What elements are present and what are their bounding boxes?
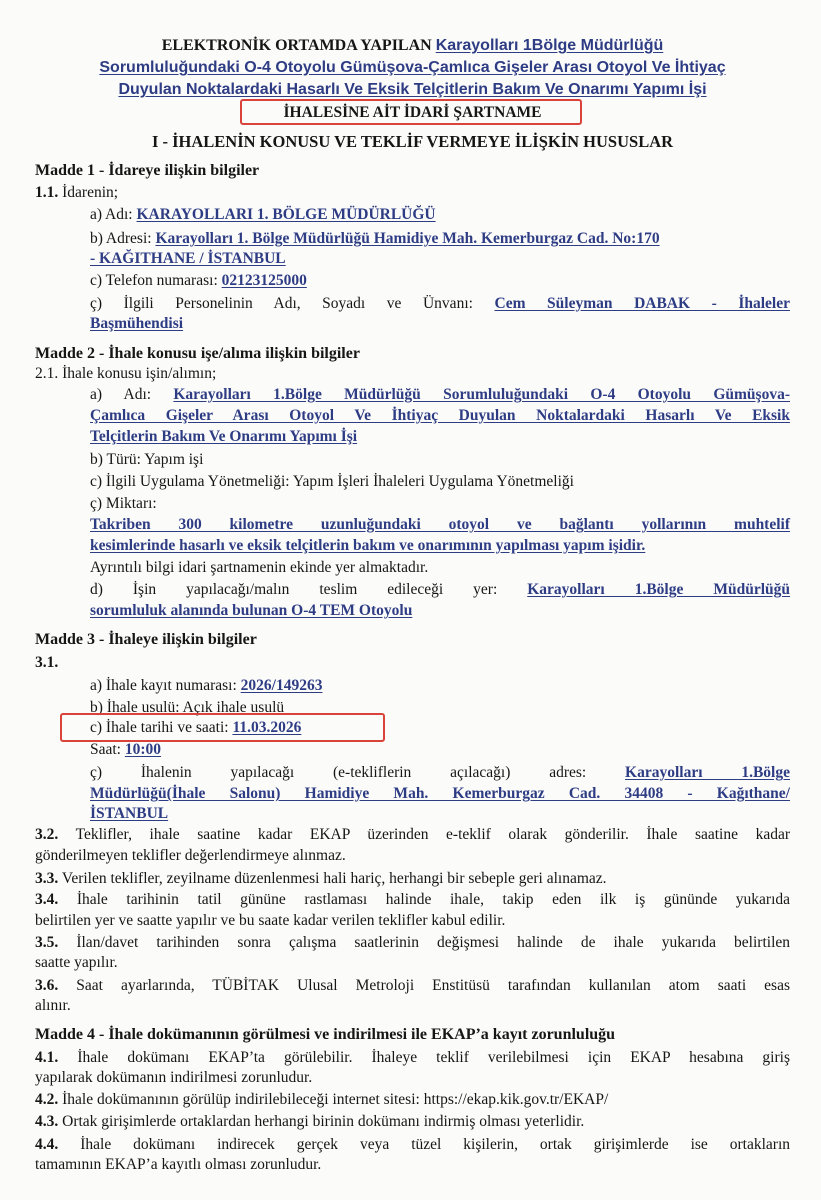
clause-4-2-number: 4.2. bbox=[35, 1091, 59, 1108]
tender-address-value-2: Müdürlüğü(İhale Salonu) Hamidiye Mah. Kemerburgaz Cad. 34408 - Kağıthane/ bbox=[90, 785, 790, 802]
clause-3-5-line-1: 3.5. İlan/davet tarihinden sonra çalışma saatlerinin değişmesi halinde de ihale yukarıda belirtilen bbox=[35, 934, 791, 951]
clause-3-4-number: 3.4. bbox=[35, 891, 59, 908]
tender-address-label: ç) İhalenin yapılacağı (e-tekliflerin açılacağı) adres: bbox=[90, 764, 587, 781]
clause-3-3-number: 3.3. bbox=[35, 870, 59, 887]
clause-4-2-line-1 bbox=[35, 1090, 608, 1110]
work-location-row-2 bbox=[90, 601, 412, 621]
madde-3-sub: 3.1. bbox=[35, 654, 59, 671]
madde-4-heading: Madde 4 - İhale dokümanının görülmesi ve indirilmesi ile EKAP’a kayıt zorunluluğu bbox=[35, 1026, 616, 1043]
idare-personnel-label: ç) İlgili Personelinin Adı, Soyadı ve Ünvanı: bbox=[90, 295, 473, 312]
idare-name-label: a) Adı: bbox=[90, 206, 133, 223]
section-title: I - İHALENİN KONUSU VE TEKLİF VERMEYE İLİŞKİN HUSUSLAR bbox=[151, 132, 674, 151]
tender-register-label: a) İhale kayıt numarası: bbox=[90, 677, 237, 694]
tender-time-label: Saat: bbox=[90, 741, 121, 758]
work-location-value-2: sorumluluk alanında bulunan O-4 TEM Otoyolu bbox=[90, 602, 413, 619]
tender-time-row bbox=[90, 740, 161, 760]
idare-personnel-value-1: Cem Süleyman DABAK - İhaleler bbox=[494, 295, 790, 312]
clause-3-5-number: 3.5. bbox=[35, 934, 59, 951]
work-name-row-1 bbox=[90, 385, 790, 405]
clause-4-4-line-2: tamamının EKAP’a kayıtlı olması zorunludur. bbox=[35, 1156, 322, 1173]
idare-phone-value: 02123125000 bbox=[221, 272, 307, 289]
tender-register-row bbox=[90, 676, 322, 696]
work-regulation-row: c) İlgili Uygulama Yönetmeliği: Yapım İşleri İhaleleri Uygulama Yönetmeliği bbox=[90, 473, 574, 490]
tender-address-value-3: İSTANBUL bbox=[90, 805, 169, 822]
tender-address-row-2 bbox=[90, 784, 790, 804]
clause-4-1-line-1: 4.1. İhale dokümanı EKAP’ta görülebilir. İhaleye teklif verilebilmesi için EKAP hesabına giriş bbox=[35, 1049, 790, 1066]
tender-date-label: c) İhale tarihi ve saati: bbox=[90, 719, 229, 736]
clause-3-2-line-1: 3.2. Teklifler, ihale saatine kadar EKAP üzerinden e-teklif olarak gönderilir. İhale saatine kadar bbox=[35, 826, 790, 843]
idare-personnel-row-2 bbox=[90, 314, 183, 334]
clause-4-4-line-1: 4.4. İhale dokümanı indirecek gerçek veya tüzel kişilerin, ortak girişimlerde ise ortakların bbox=[35, 1136, 791, 1153]
idare-address-label: b) Adresi: bbox=[90, 230, 152, 247]
clause-4-1-line-2: yapılarak dokümanın indirilmesi zorunludur. bbox=[35, 1069, 313, 1086]
clause-4-3-line-1: 4.3. Ortak girişimlerde ortaklardan herhangi birinin dokümanı indirmiş olması yeterlidir. bbox=[35, 1113, 585, 1130]
work-quantity-label: ç) Miktarı: bbox=[90, 495, 157, 512]
work-quantity-row-1 bbox=[90, 515, 790, 535]
highlight-box-date bbox=[60, 713, 385, 742]
work-quantity-row-2 bbox=[90, 536, 645, 556]
work-location-label: d) İşin yapılacağı/malın teslim edileceği yer: bbox=[90, 581, 498, 598]
clause-3-6-line-2: alınır. bbox=[35, 997, 71, 1014]
clause-3-6-number: 3.6. bbox=[35, 977, 59, 994]
idare-name-value: KARAYOLLARI 1. BÖLGE MÜDÜRLÜĞÜ bbox=[136, 206, 436, 223]
highlight-box-title bbox=[240, 99, 582, 125]
tender-method-row: b) İhale usulü: Açık ihale usulü bbox=[90, 699, 285, 716]
title-link-part-1: Karayolları 1Bölge Müdürlüğü bbox=[435, 37, 664, 54]
tender-time-value: 10:00 bbox=[124, 741, 162, 758]
tender-date-value: 11.03.2026 bbox=[232, 719, 302, 736]
idare-address-row bbox=[90, 229, 660, 249]
tender-address-row-3 bbox=[90, 804, 168, 824]
work-location-value-1: Karayolları 1.Bölge Müdürlüğü bbox=[527, 581, 791, 598]
clause-4-3-number: 4.3. bbox=[35, 1113, 59, 1130]
idare-personnel-value-2: Başmühendisi bbox=[90, 315, 184, 332]
clause-3-4-line-2: belirtilen yer ve saatte yapılır ve bu saate kadar verilen teklifler kabul edilir. bbox=[35, 912, 506, 929]
work-name-value-2: Çamlıca Gişeler Arası Otoyol Ve İhtiyaç Duyulan Noktalardaki Hasarlı Ve Eksik bbox=[90, 407, 790, 424]
idare-phone-label: c) Telefon numarası: bbox=[90, 272, 218, 289]
title-line-3 bbox=[40, 80, 785, 100]
work-name-label: a) Adı: bbox=[90, 386, 152, 403]
clause-3-5-line-2: saatte yapılır. bbox=[35, 954, 118, 971]
idare-address-value-2: - KAĞITHANE / İSTANBUL bbox=[90, 250, 286, 267]
idare-address-row-2 bbox=[90, 249, 286, 269]
work-type-row: b) Türü: Yapım işi bbox=[90, 451, 204, 468]
ekap-url-text: İhale dokümanının görülüp indirilebileceği internet sitesi: https://ekap.kik.gov.tr/EKAP/ bbox=[62, 1091, 609, 1108]
madde-2-heading: Madde 2 - İhale konusu işe/alıma ilişkin bilgiler bbox=[35, 345, 360, 362]
clause-3-6-line-1: 3.6. Saat ayarlarında, TÜBİTAK Ulusal Metroloji Enstitüsü tarafından kullanılan atom saati esas bbox=[35, 977, 791, 994]
clause-3-2-number: 3.2. bbox=[35, 826, 59, 843]
tender-address-row-1 bbox=[90, 763, 790, 783]
clause-3-3-line-1: 3.3. Verilen teklifler, zeyilname düzenlenmesi hali hariç, herhangi bir sebeple geri alınamaz. bbox=[35, 870, 607, 887]
document-type-title: İHALESİNE AİT İDARİ ŞARTNAME bbox=[283, 104, 542, 121]
work-name-row-3 bbox=[90, 427, 357, 447]
clause-4-4-number: 4.4. bbox=[35, 1136, 59, 1153]
madde-2-sub: 2.1. İhale konusu işin/alımın; bbox=[35, 365, 217, 382]
title-line-1 bbox=[40, 36, 785, 56]
madde-1-heading: Madde 1 - İdareye ilişkin bilgiler bbox=[35, 162, 260, 179]
work-quantity-value-2: kesimlerinde hasarlı ve eksik telçitlerin bakım ve onarımının yapılması yapım işidir. bbox=[90, 537, 646, 554]
work-name-row-2 bbox=[90, 406, 790, 426]
work-name-value-1: Karayolları 1.Bölge Müdürlüğü Sorumluluğundaki O-4 Otoyolu Gümüşova- bbox=[173, 386, 790, 403]
clause-4-1-number: 4.1. bbox=[35, 1049, 59, 1066]
idare-phone-row bbox=[90, 271, 307, 291]
clause-3-2-line-2: gönderilmeyen teklifler değerlendirmeye alınmaz. bbox=[35, 847, 346, 864]
title-plain: ELEKTRONİK ORTAMDA YAPILAN bbox=[161, 37, 432, 54]
title-link-part-3: Duyulan Noktalardaki Hasarlı Ve Eksik Telçitlerin Bakım Ve Onarımı Yapımı İşi bbox=[118, 81, 707, 98]
title-line-2 bbox=[40, 58, 785, 78]
work-location-row-1 bbox=[90, 580, 790, 600]
title-link-part-2: Sorumluluğundaki O-4 Otoyolu Gümüşova-Çamlıca Gişeler Arası Otoyol Ve İhtiyaç bbox=[99, 59, 726, 76]
work-quantity-note: Ayrıntılı bilgi idari şartnamenin ekinde yer almaktadır. bbox=[90, 559, 429, 576]
work-quantity-value-1: Takriben 300 kilometre uzunluğundaki otoyol ve bağlantı yollarının muhtelif bbox=[90, 516, 790, 533]
tender-address-value-1: Karayolları 1.Bölge bbox=[625, 764, 790, 781]
clause-3-4-line-1: 3.4. İhale tarihinin tatil gününe rastlaması halinde ihale, takip eden ilk iş gününde yukarıda bbox=[35, 891, 790, 908]
tender-register-value: 2026/149263 bbox=[240, 677, 323, 694]
idare-address-value-1: Karayolları 1. Bölge Müdürlüğü Hamidiye Mah. Kemerburgaz Cad. No:170 bbox=[155, 230, 660, 247]
madde-3-heading: Madde 3 - İhaleye ilişkin bilgiler bbox=[35, 631, 257, 648]
work-name-value-3: Telçitlerin Bakım Ve Onarımı Yapımı İşi bbox=[90, 428, 358, 445]
madde-1-sub: 1.1. İdarenin; bbox=[35, 184, 119, 201]
idare-personnel-row bbox=[90, 294, 790, 314]
idare-name-row bbox=[90, 205, 436, 225]
